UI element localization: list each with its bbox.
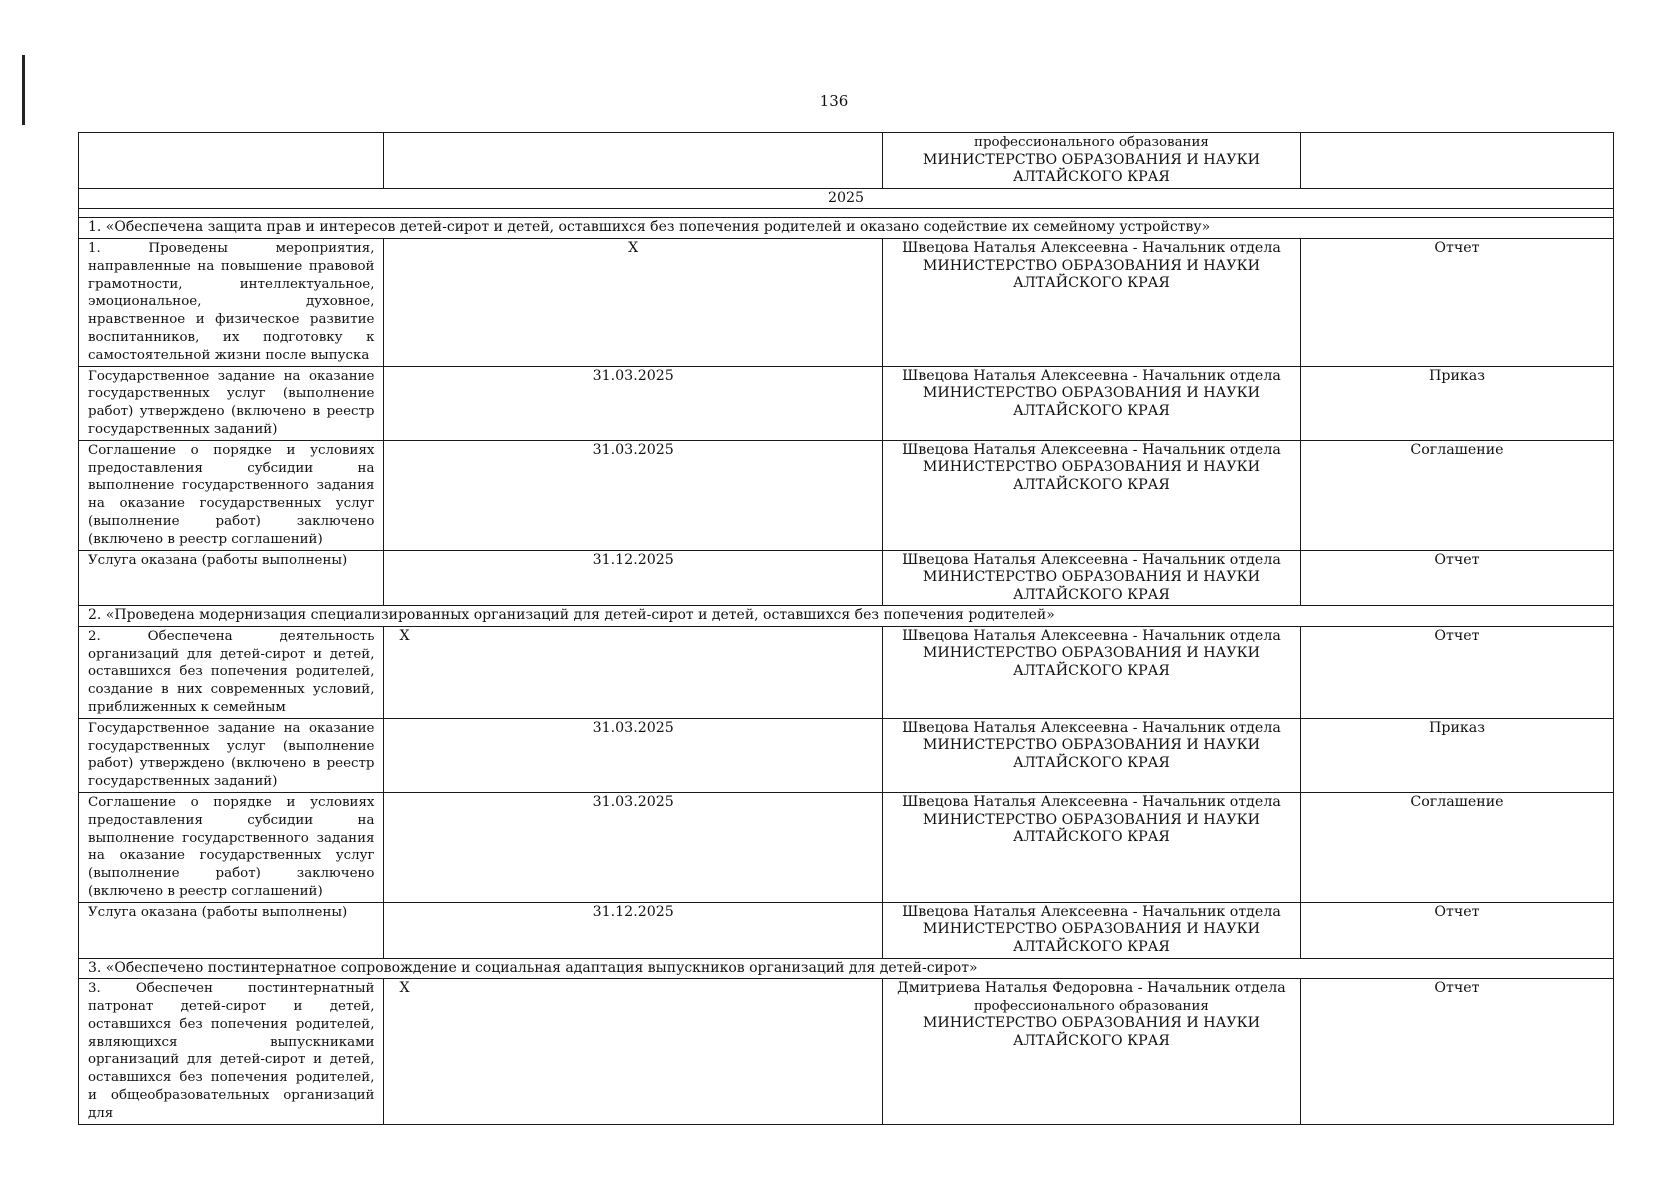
empty-cell xyxy=(384,133,882,189)
date-cell: 31.12.2025 xyxy=(384,902,882,958)
responsible-line: МИНИСТЕРСТВО ОБРАЗОВАНИЯ И НАУКИ xyxy=(922,811,1260,828)
responsible-line: МИНИСТЕРСТВО ОБРАЗОВАНИЯ И НАУКИ xyxy=(922,257,1260,274)
document-type: Приказ xyxy=(1300,718,1613,792)
date-cell: X xyxy=(384,238,882,366)
document-type: Приказ xyxy=(1300,366,1613,440)
margin-bar xyxy=(22,55,25,125)
responsible-line: Дмитриева Наталья Федоровна - Начальник отдела xyxy=(897,980,1286,997)
measure-name: Соглашение о порядке и условиях предоставления субсидии на выполнение государственного задания на оказание государственных услуг (выполнение работ) заключено (включено в реестр соглашений) xyxy=(79,793,384,903)
responsible-line: АЛТАЙСКОГО КРАЯ xyxy=(1012,755,1170,772)
responsible-line: АЛТАЙСКОГО КРАЯ xyxy=(1012,586,1170,603)
responsible-line: АЛТАЙСКОГО КРАЯ xyxy=(1012,829,1170,846)
measure-name: Услуга оказана (работы выполнены) xyxy=(79,902,384,958)
document-type: Отчет xyxy=(1300,902,1613,958)
table-row xyxy=(79,793,1614,903)
date-cell: X xyxy=(384,979,882,1124)
responsible-cell xyxy=(882,366,1300,440)
measure-name: 2. Обеспечена деятельность организаций для детей-сирот и детей, оставшихся без попечения родителей, создание в них современных условий, приближенных к семейным xyxy=(79,626,384,718)
measure-name: 1. Проведены мероприятия, направленные на повышение правовой грамотности, интеллектуальное, эмоциональное, духовное, нравственное и физическое развитие воспитанников, их подготовку к самостоятельной жизни после выпуска xyxy=(79,238,384,366)
responsible-line: Швецова Наталья Алексеевна - Начальник отдела xyxy=(902,794,1281,811)
empty-cell xyxy=(1300,133,1613,189)
responsible-line: МИНИСТЕРСТВО ОБРАЗОВАНИЯ И НАУКИ xyxy=(922,921,1260,938)
page-number: 136 xyxy=(819,92,849,110)
empty-cell xyxy=(79,133,384,189)
table-row xyxy=(79,550,1614,606)
table-row xyxy=(79,626,1614,718)
responsible-cell xyxy=(882,550,1300,606)
date-cell: X xyxy=(384,626,882,718)
responsible-line: профессионального образования xyxy=(974,998,1209,1014)
responsible-line: Швецова Наталья Алексеевна - Начальник отдела xyxy=(902,551,1281,568)
responsible-cell xyxy=(882,902,1300,958)
responsible-line: МИНИСТЕРСТВО ОБРАЗОВАНИЯ И НАУКИ xyxy=(922,459,1260,476)
date-cell: 31.03.2025 xyxy=(384,718,882,792)
document-type: Отчет xyxy=(1300,626,1613,718)
responsible-line: Швецова Наталья Алексеевна - Начальник отдела xyxy=(902,719,1281,736)
spacer-row xyxy=(79,209,1614,218)
section-title: 1. «Обеспечена защита прав и интересов детей-сирот и детей, оставшихся без попечения родителей и оказано содействие их семейному устройству» xyxy=(79,218,1614,239)
table-row xyxy=(79,238,1614,366)
measure-name: Соглашение о порядке и условиях предоставления субсидии на выполнение государственного задания на оказание государственных услуг (выполнение работ) заключено (включено в реестр соглашений) xyxy=(79,440,384,550)
responsible-cell xyxy=(882,440,1300,550)
responsible-cell xyxy=(882,979,1300,1124)
responsible-cell xyxy=(882,718,1300,792)
document-type: Соглашение xyxy=(1300,793,1613,903)
responsible-cell xyxy=(882,793,1300,903)
responsible-line: профессионального образования xyxy=(974,135,1209,150)
table-row xyxy=(79,366,1614,440)
measure-name: 3. Обеспечен постинтернатный патронат детей-сирот и детей, оставшихся без попечения родителей, являющихся выпускниками организаций для детей-сирот и детей, оставшихся без попечения родителей, и общеобразовательных организаций для xyxy=(79,979,384,1124)
responsible-line: АЛТАЙСКОГО КРАЯ xyxy=(1012,169,1170,186)
table-row xyxy=(79,718,1614,792)
responsible-line: МИНИСТЕРСТВО ОБРАЗОВАНИЯ И НАУКИ xyxy=(922,569,1260,586)
measure-name: Государственное задание на оказание государственных услуг (выполнение работ) утверждено (включено в реестр государственных заданий) xyxy=(79,718,384,792)
responsible-cell xyxy=(882,133,1300,189)
table-row xyxy=(79,902,1614,958)
responsible-line: АЛТАЙСКОГО КРАЯ xyxy=(1012,402,1170,419)
responsible-line: Швецова Наталья Алексеевна - Начальник отдела xyxy=(902,441,1281,458)
responsible-cell xyxy=(882,626,1300,718)
table-row xyxy=(79,979,1614,1124)
responsible-line: Швецова Наталья Алексеевна - Начальник отдела xyxy=(902,903,1281,920)
responsible-line: МИНИСТЕРСТВО ОБРАЗОВАНИЯ И НАУКИ xyxy=(922,1015,1260,1032)
document-type: Соглашение xyxy=(1300,440,1613,550)
date-cell: 31.03.2025 xyxy=(384,366,882,440)
plan-table xyxy=(78,132,1614,1125)
document-type: Отчет xyxy=(1300,979,1613,1124)
responsible-line: МИНИСТЕРСТВО ОБРАЗОВАНИЯ И НАУКИ xyxy=(922,645,1260,662)
year-row xyxy=(79,188,1614,209)
responsible-line: МИНИСТЕРСТВО ОБРАЗОВАНИЯ И НАУКИ xyxy=(922,385,1260,402)
date-cell: 31.03.2025 xyxy=(384,440,882,550)
section-title: 2. «Проведена модернизация специализированных организаций для детей-сирот и детей, оставшихся без попечения родителей» xyxy=(79,606,1614,627)
section-row xyxy=(79,958,1614,979)
date-cell: 31.12.2025 xyxy=(384,550,882,606)
continuation-row xyxy=(79,133,1614,189)
section-row xyxy=(79,606,1614,627)
measure-name: Государственное задание на оказание государственных услуг (выполнение работ) утверждено (включено в реестр государственных заданий) xyxy=(79,366,384,440)
date-cell: 31.03.2025 xyxy=(384,793,882,903)
responsible-line: АЛТАЙСКОГО КРАЯ xyxy=(1012,939,1170,956)
responsible-line: МИНИСТЕРСТВО ОБРАЗОВАНИЯ И НАУКИ xyxy=(922,151,1260,168)
measure-name: Услуга оказана (работы выполнены) xyxy=(79,550,384,606)
section-row xyxy=(79,218,1614,239)
responsible-line: Швецова Наталья Алексеевна - Начальник отдела xyxy=(902,239,1281,256)
responsible-line: АЛТАЙСКОГО КРАЯ xyxy=(1012,476,1170,493)
year-label: 2025 xyxy=(79,188,1614,209)
responsible-line: Швецова Наталья Алексеевна - Начальник отдела xyxy=(902,627,1281,644)
responsible-line: Швецова Наталья Алексеевна - Начальник отдела xyxy=(902,367,1281,384)
section-title: 3. «Обеспечено постинтернатное сопровождение и социальная адаптация выпускников организаций для детей-сирот» xyxy=(79,958,1614,979)
responsible-line: АЛТАЙСКОГО КРАЯ xyxy=(1012,1033,1170,1049)
table-row xyxy=(79,440,1614,550)
document-type: Отчет xyxy=(1300,238,1613,366)
responsible-line: АЛТАЙСКОГО КРАЯ xyxy=(1012,663,1170,680)
document-type: Отчет xyxy=(1300,550,1613,606)
responsible-cell xyxy=(882,238,1300,366)
responsible-line: МИНИСТЕРСТВО ОБРАЗОВАНИЯ И НАУКИ xyxy=(922,737,1260,754)
responsible-line: АЛТАЙСКОГО КРАЯ xyxy=(1012,275,1170,292)
